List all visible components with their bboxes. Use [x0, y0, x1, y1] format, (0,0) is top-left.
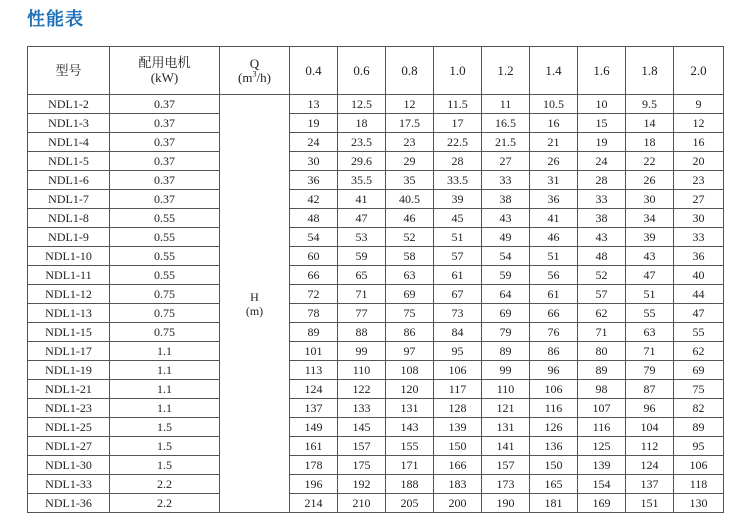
head-value-cell: 86 — [386, 323, 434, 342]
head-value-cell: 106 — [434, 361, 482, 380]
head-value-cell: 36 — [290, 171, 338, 190]
head-value-cell: 126 — [530, 418, 578, 437]
head-value-cell: 63 — [626, 323, 674, 342]
head-value-cell: 75 — [674, 380, 724, 399]
head-value-cell: 33.5 — [434, 171, 482, 190]
head-value-cell: 178 — [290, 456, 338, 475]
head-value-cell: 116 — [530, 399, 578, 418]
head-value-cell: 30 — [290, 152, 338, 171]
head-value-cell: 139 — [434, 418, 482, 437]
table-row — [28, 266, 724, 285]
head-value-cell: 137 — [626, 475, 674, 494]
head-value-cell: 27 — [674, 190, 724, 209]
power-cell: 0.37 — [110, 190, 220, 209]
head-value-cell: 71 — [578, 323, 626, 342]
head-value-cell: 40.5 — [386, 190, 434, 209]
head-value-cell: 30 — [674, 209, 724, 228]
table-row — [28, 152, 724, 171]
power-cell: 0.55 — [110, 209, 220, 228]
head-value-cell: 16.5 — [482, 114, 530, 133]
head-value-cell: 61 — [434, 266, 482, 285]
head-value-cell: 72 — [290, 285, 338, 304]
head-value-cell: 161 — [290, 437, 338, 456]
head-value-cell: 20 — [674, 152, 724, 171]
head-unit: (m) — [245, 303, 264, 318]
head-value-cell: 75 — [386, 304, 434, 323]
head-value-cell: 97 — [386, 342, 434, 361]
head-value-cell: 173 — [482, 475, 530, 494]
head-value-cell: 124 — [290, 380, 338, 399]
head-value-cell: 16 — [530, 114, 578, 133]
head-value-cell: 38 — [578, 209, 626, 228]
head-value-cell: 120 — [386, 380, 434, 399]
head-value-cell: 15 — [578, 114, 626, 133]
header-row — [28, 47, 724, 95]
head-value-cell: 149 — [290, 418, 338, 437]
head-value-cell: 51 — [530, 247, 578, 266]
head-value-cell: 128 — [434, 399, 482, 418]
head-value-cell: 96 — [626, 399, 674, 418]
head-value-cell: 28 — [578, 171, 626, 190]
flow-value-header: 2.0 — [674, 47, 724, 95]
head-value-cell: 45 — [434, 209, 482, 228]
head-value-cell: 171 — [386, 456, 434, 475]
head-value-cell: 79 — [482, 323, 530, 342]
head-value-cell: 13 — [290, 95, 338, 114]
head-value-cell: 30 — [626, 190, 674, 209]
table-row — [28, 494, 724, 513]
model-header: 型号 — [28, 47, 110, 95]
head-value-cell: 89 — [290, 323, 338, 342]
head-value-cell: 49 — [482, 228, 530, 247]
head-value-cell: 26 — [530, 152, 578, 171]
power-cell: 0.37 — [110, 133, 220, 152]
head-value-cell: 24 — [290, 133, 338, 152]
head-value-cell: 84 — [434, 323, 482, 342]
head-value-cell: 116 — [578, 418, 626, 437]
head-value-cell: 43 — [578, 228, 626, 247]
head-value-cell: 166 — [434, 456, 482, 475]
head-value-cell: 33 — [578, 190, 626, 209]
power-cell: 1.1 — [110, 342, 220, 361]
power-cell: 0.37 — [110, 171, 220, 190]
head-value-cell: 89 — [578, 361, 626, 380]
head-value-cell: 65 — [338, 266, 386, 285]
head-value-cell: 17.5 — [386, 114, 434, 133]
head-value-cell: 28 — [434, 152, 482, 171]
head-value-cell: 143 — [386, 418, 434, 437]
table-body — [28, 95, 724, 513]
head-value-cell: 51 — [626, 285, 674, 304]
head-value-cell: 57 — [434, 247, 482, 266]
model-cell: NDL1-17 — [28, 342, 110, 361]
head-value-cell: 139 — [578, 456, 626, 475]
flow-value-header: 1.8 — [626, 47, 674, 95]
head-value-cell: 47 — [338, 209, 386, 228]
head-value-cell: 19 — [290, 114, 338, 133]
power-cell: 0.55 — [110, 247, 220, 266]
head-value-cell: 39 — [626, 228, 674, 247]
head-value-cell: 157 — [482, 456, 530, 475]
head-value-cell: 18 — [338, 114, 386, 133]
head-value-cell: 118 — [674, 475, 724, 494]
head-value-cell: 190 — [482, 494, 530, 513]
head-value-cell: 10.5 — [530, 95, 578, 114]
head-value-cell: 19 — [578, 133, 626, 152]
table-row — [28, 209, 724, 228]
head-value-cell: 22.5 — [434, 133, 482, 152]
head-value-cell: 48 — [578, 247, 626, 266]
flow-value-header: 1.2 — [482, 47, 530, 95]
head-value-cell: 16 — [674, 133, 724, 152]
head-value-cell: 24 — [578, 152, 626, 171]
head-value-cell: 46 — [530, 228, 578, 247]
head-value-cell: 73 — [434, 304, 482, 323]
model-cell: NDL1-2 — [28, 95, 110, 114]
head-value-cell: 56 — [530, 266, 578, 285]
head-value-cell: 62 — [578, 304, 626, 323]
head-value-cell: 88 — [338, 323, 386, 342]
head-value-cell: 58 — [386, 247, 434, 266]
power-cell: 1.5 — [110, 456, 220, 475]
head-value-cell: 10 — [578, 95, 626, 114]
head-value-cell: 41 — [530, 209, 578, 228]
head-value-cell: 117 — [434, 380, 482, 399]
head-value-cell: 18 — [626, 133, 674, 152]
power-cell: 0.37 — [110, 95, 220, 114]
power-cell: 2.2 — [110, 475, 220, 494]
head-value-cell: 99 — [338, 342, 386, 361]
table-row — [28, 247, 724, 266]
head-value-cell: 200 — [434, 494, 482, 513]
model-cell: NDL1-7 — [28, 190, 110, 209]
model-cell: NDL1-6 — [28, 171, 110, 190]
head-value-cell: 59 — [482, 266, 530, 285]
head-value-cell: 12 — [386, 95, 434, 114]
flow-value-header: 0.8 — [386, 47, 434, 95]
head-value-cell: 145 — [338, 418, 386, 437]
table-row — [28, 399, 724, 418]
head-value-cell: 106 — [530, 380, 578, 399]
head-value-cell: 43 — [626, 247, 674, 266]
head-value-cell: 110 — [338, 361, 386, 380]
head-value-cell: 23 — [386, 133, 434, 152]
head-value-cell: 52 — [386, 228, 434, 247]
head-value-cell: 95 — [674, 437, 724, 456]
head-value-cell: 69 — [674, 361, 724, 380]
power-cell: 0.75 — [110, 323, 220, 342]
table-row — [28, 437, 724, 456]
head-value-cell: 86 — [530, 342, 578, 361]
head-value-cell: 35 — [386, 171, 434, 190]
model-cell: NDL1-13 — [28, 304, 110, 323]
head-value-cell: 63 — [386, 266, 434, 285]
head-value-cell: 59 — [338, 247, 386, 266]
head-value-cell: 51 — [434, 228, 482, 247]
power-cell: 0.55 — [110, 228, 220, 247]
table-row — [28, 95, 724, 114]
flow-value-header: 1.6 — [578, 47, 626, 95]
head-value-cell: 89 — [674, 418, 724, 437]
head-value-cell: 131 — [482, 418, 530, 437]
motor-power-header: 配用电机 (kW) — [110, 47, 220, 95]
model-cell: NDL1-27 — [28, 437, 110, 456]
head-value-cell: 23 — [674, 171, 724, 190]
head-value-cell: 78 — [290, 304, 338, 323]
head-value-cell: 157 — [338, 437, 386, 456]
head-value-cell: 36 — [530, 190, 578, 209]
head-value-cell: 71 — [626, 342, 674, 361]
head-value-cell: 87 — [626, 380, 674, 399]
head-value-cell: 31 — [530, 171, 578, 190]
head-value-cell: 54 — [290, 228, 338, 247]
head-value-cell: 67 — [434, 285, 482, 304]
head-value-cell: 39 — [434, 190, 482, 209]
power-cell: 0.75 — [110, 285, 220, 304]
head-label-cell — [220, 95, 290, 513]
model-cell: NDL1-9 — [28, 228, 110, 247]
head-value-cell: 169 — [578, 494, 626, 513]
head-value-cell: 62 — [674, 342, 724, 361]
flow-value-header: 0.6 — [338, 47, 386, 95]
head-value-cell: 214 — [290, 494, 338, 513]
head-value-cell: 131 — [386, 399, 434, 418]
head-value-cell: 151 — [626, 494, 674, 513]
head-value-cell: 29 — [386, 152, 434, 171]
head-value-cell: 124 — [626, 456, 674, 475]
head-value-cell: 43 — [482, 209, 530, 228]
power-cell: 1.5 — [110, 437, 220, 456]
model-cell: NDL1-5 — [28, 152, 110, 171]
flow-value-header: 1.4 — [530, 47, 578, 95]
head-value-cell: 60 — [290, 247, 338, 266]
head-value-cell: 55 — [674, 323, 724, 342]
head-value-cell: 61 — [530, 285, 578, 304]
head-value-cell: 205 — [386, 494, 434, 513]
power-cell: 1.1 — [110, 380, 220, 399]
head-value-cell: 47 — [674, 304, 724, 323]
head-value-cell: 17 — [434, 114, 482, 133]
head-value-cell: 104 — [626, 418, 674, 437]
head-value-cell: 150 — [434, 437, 482, 456]
head-value-cell: 112 — [626, 437, 674, 456]
head-value-cell: 154 — [578, 475, 626, 494]
performance-table — [27, 46, 724, 513]
model-cell: NDL1-8 — [28, 209, 110, 228]
head-value-cell: 192 — [338, 475, 386, 494]
model-cell: NDL1-12 — [28, 285, 110, 304]
model-cell: NDL1-33 — [28, 475, 110, 494]
head-value-cell: 121 — [482, 399, 530, 418]
flow-value-header: 0.4 — [290, 47, 338, 95]
flow-header: Q $(m^3/h)$ — [220, 47, 290, 95]
head-value-cell: 27 — [482, 152, 530, 171]
head-value-cell: 36 — [674, 247, 724, 266]
head-value-cell: 77 — [338, 304, 386, 323]
table-row — [28, 304, 724, 323]
model-cell: NDL1-19 — [28, 361, 110, 380]
head-value-cell: 33 — [482, 171, 530, 190]
head-value-cell: 155 — [386, 437, 434, 456]
head-value-cell: 53 — [338, 228, 386, 247]
head-value-cell: 141 — [482, 437, 530, 456]
head-value-cell: 11 — [482, 95, 530, 114]
head-value-cell: 122 — [338, 380, 386, 399]
table-row — [28, 114, 724, 133]
model-cell: NDL1-23 — [28, 399, 110, 418]
head-value-cell: 80 — [578, 342, 626, 361]
head-value-cell: 22 — [626, 152, 674, 171]
head-value-cell: 57 — [578, 285, 626, 304]
table-row — [28, 380, 724, 399]
head-value-cell: 165 — [530, 475, 578, 494]
head-value-cell: 42 — [290, 190, 338, 209]
head-value-cell: 137 — [290, 399, 338, 418]
head-value-cell: 9.5 — [626, 95, 674, 114]
head-value-cell: 55 — [626, 304, 674, 323]
head-value-cell: 48 — [290, 209, 338, 228]
head-value-cell: 106 — [674, 456, 724, 475]
head-value-cell: 113 — [290, 361, 338, 380]
head-value-cell: 34 — [626, 209, 674, 228]
head-value-cell: 52 — [578, 266, 626, 285]
head-value-cell: 175 — [338, 456, 386, 475]
head-value-cell: 44 — [674, 285, 724, 304]
model-cell: NDL1-15 — [28, 323, 110, 342]
head-value-cell: 188 — [386, 475, 434, 494]
head-value-cell: 125 — [578, 437, 626, 456]
power-cell: 1.1 — [110, 361, 220, 380]
head-value-cell: 76 — [530, 323, 578, 342]
head-value-cell: 89 — [482, 342, 530, 361]
head-value-cell: 14 — [626, 114, 674, 133]
power-cell: 0.37 — [110, 114, 220, 133]
table-row — [28, 228, 724, 247]
model-cell: NDL1-21 — [28, 380, 110, 399]
model-cell: NDL1-30 — [28, 456, 110, 475]
head-value-cell: 9 — [674, 95, 724, 114]
head-value-cell: 47 — [626, 266, 674, 285]
head-value-cell: 96 — [530, 361, 578, 380]
head-value-cell: 46 — [386, 209, 434, 228]
head-value-cell: 150 — [530, 456, 578, 475]
head-value-cell: 41 — [338, 190, 386, 209]
head-value-cell: 108 — [386, 361, 434, 380]
model-cell: NDL1-4 — [28, 133, 110, 152]
head-value-cell: 69 — [386, 285, 434, 304]
table-row — [28, 133, 724, 152]
head-value-cell: 99 — [482, 361, 530, 380]
head-value-cell: 66 — [290, 266, 338, 285]
power-cell: 2.2 — [110, 494, 220, 513]
table-row — [28, 323, 724, 342]
model-cell: NDL1-11 — [28, 266, 110, 285]
head-value-cell: 29.6 — [338, 152, 386, 171]
head-value-cell: 181 — [530, 494, 578, 513]
head-value-cell: 183 — [434, 475, 482, 494]
head-value-cell: 101 — [290, 342, 338, 361]
head-value-cell: 11.5 — [434, 95, 482, 114]
power-cell: 0.55 — [110, 266, 220, 285]
head-value-cell: 26 — [626, 171, 674, 190]
head-value-cell: 33 — [674, 228, 724, 247]
head-value-cell: 38 — [482, 190, 530, 209]
head-value-cell: 40 — [674, 266, 724, 285]
head-symbol: H — [250, 289, 259, 304]
table-row — [28, 361, 724, 380]
head-value-cell: 107 — [578, 399, 626, 418]
head-value-cell: 133 — [338, 399, 386, 418]
power-cell: 0.75 — [110, 304, 220, 323]
table-row — [28, 475, 724, 494]
table-row — [28, 418, 724, 437]
head-value-cell: 82 — [674, 399, 724, 418]
head-value-cell: 69 — [482, 304, 530, 323]
head-value-cell: 12.5 — [338, 95, 386, 114]
power-cell: 1.5 — [110, 418, 220, 437]
head-value-cell: 136 — [530, 437, 578, 456]
model-cell: NDL1-36 — [28, 494, 110, 513]
head-value-cell: 54 — [482, 247, 530, 266]
table-row — [28, 190, 724, 209]
head-value-cell: 66 — [530, 304, 578, 323]
head-value-cell: 196 — [290, 475, 338, 494]
head-value-cell: 35.5 — [338, 171, 386, 190]
model-cell: NDL1-3 — [28, 114, 110, 133]
head-value-cell: 64 — [482, 285, 530, 304]
table-row — [28, 171, 724, 190]
head-value-cell: 21.5 — [482, 133, 530, 152]
power-cell: 0.37 — [110, 152, 220, 171]
head-value-cell: 210 — [338, 494, 386, 513]
head-value-cell: 71 — [338, 285, 386, 304]
page-title: 性能表 — [27, 9, 84, 30]
model-cell: NDL1-25 — [28, 418, 110, 437]
head-value-cell: 110 — [482, 380, 530, 399]
power-cell: 1.1 — [110, 399, 220, 418]
head-value-cell: 12 — [674, 114, 724, 133]
head-value-cell: 21 — [530, 133, 578, 152]
head-value-cell: 130 — [674, 494, 724, 513]
table-row — [28, 456, 724, 475]
flow-value-header: 1.0 — [434, 47, 482, 95]
head-value-cell: 79 — [626, 361, 674, 380]
head-value-cell: 98 — [578, 380, 626, 399]
head-value-cell: 95 — [434, 342, 482, 361]
model-cell: NDL1-10 — [28, 247, 110, 266]
head-value-cell: 23.5 — [338, 133, 386, 152]
table-row — [28, 342, 724, 361]
table-row — [28, 285, 724, 304]
